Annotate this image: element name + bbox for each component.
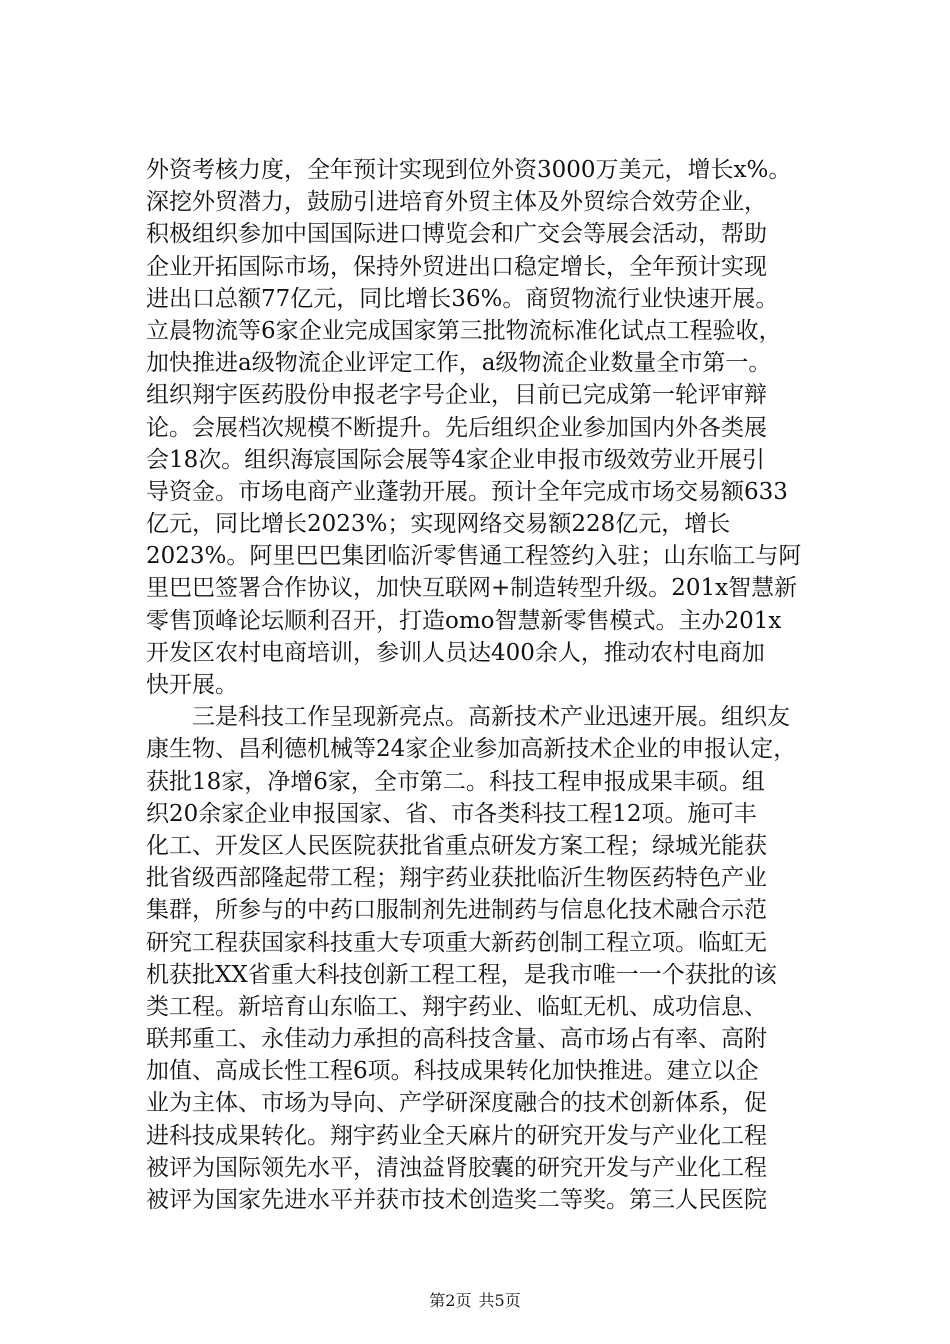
text-line: 获批18家，净增6家，全市第二。科技工程申报成果丰硕。组 [146, 768, 765, 795]
text-line: 机获批XX省重大科技创新工程工程，是我市唯一一个获批的该 [146, 961, 777, 988]
text-line: 快开展。 [146, 672, 238, 698]
text-line: 立晨物流等6家企业完成国家第三批物流标准化试点工程验收， [146, 317, 782, 344]
text-line: 织20余家企业申报国家、省、市各类科技工程12项。施可丰 [146, 800, 757, 827]
page-total: 共5页 [478, 1291, 521, 1310]
text-line: 里巴巴签署合作协议，加快互联网+制造转型升级。201x智慧新 [146, 575, 798, 602]
text-line: 三是科技工作呈现新亮点。高新技术产业迅速开展。组织友 [146, 704, 790, 731]
text-line: 会18次。组织海宸国际会展等4家企业申报市级效劳业开展引 [146, 446, 765, 473]
text-line: 加快推进a级物流企业评定工作，a级物流企业数量全市第一。 [146, 350, 772, 377]
text-line: 批省级西部隆起带工程；翔宇药业获批临沂生物医药特色产业 [146, 865, 767, 892]
text-line: 2023%。阿里巴巴集团临沂零售通工程签约入驻；山东临工与阿 [146, 543, 802, 570]
text-line: 类工程。新培育山东临工、翔宇药业、临虹无机、成功信息、 [146, 993, 767, 1020]
text-line: 企业开拓国际市场，保持外贸进出口稳定增长，全年预计实现 [146, 253, 767, 280]
text-line: 外资考核力度，全年预计实现到位外资3000万美元，增长x%。 [146, 157, 792, 183]
text-line: 研究工程获国家科技重大专项重大新药创制工程立项。临虹无 [146, 929, 767, 956]
text-line: 被评为国家先进水平并获市技术创造奖二等奖。第三人民医院 [146, 1187, 767, 1213]
text-line: 康生物、昌利德机械等24家企业参加高新技术企业的申报认定， [146, 736, 797, 763]
text-line: 组织翔宇医药股份申报老字号企业，目前已完成第一轮评审辩 [146, 382, 767, 409]
text-line: 积极组织参加中国国际进口博览会和广交会等展会活动，帮助 [146, 221, 767, 248]
text-line: 深挖外贸潜力，鼓励引进培育外贸主体及外贸综合效劳企业， [146, 189, 767, 216]
text-line: 联邦重工、永佳动力承担的高科技含量、高市场占有率、高附 [146, 1026, 767, 1053]
page-number: 第2页 [429, 1291, 472, 1310]
text-line: 化工、开发区人民医院获批省重点研发方案工程；绿城光能获 [146, 832, 767, 859]
text-line: 进科技成果转化。翔宇药业全天麻片的研究开发与产业化工程 [146, 1122, 767, 1149]
text-line: 业为主体、市场为导向、产学研深度融合的技术创新体系，促 [146, 1090, 767, 1117]
text-line: 亿元，同比增长2023%；实现网络交易额228亿元，增长 [146, 511, 731, 538]
body-text [146, 154, 830, 1216]
text-line: 加值、高成长性工程6项。科技成果转化加快推进。建立以企 [146, 1058, 759, 1085]
text-line: 开发区农村电商培训，参训人员达400余人，推动农村电商加 [146, 639, 765, 666]
text-line: 零售顶峰论坛顺利召开，打造omo智慧新零售模式。主办201x [146, 607, 782, 634]
text-line: 被评为国际领先水平，清浊益肾胶囊的研究开发与产业化工程 [146, 1154, 767, 1181]
text-line: 集群，所参与的中药口服制剂先进制药与信息化技术融合示范 [146, 897, 767, 924]
text-line: 进出口总额77亿元，同比增长36%。商贸物流行业快速开展。 [146, 285, 779, 312]
page-footer [0, 1290, 950, 1312]
text-line: 导资金。市场电商产业蓬勃开展。预计全年完成市场交易额633 [146, 478, 788, 505]
text-line: 论。会展档次规模不断提升。先后组织企业参加国内外各类展 [146, 414, 767, 441]
